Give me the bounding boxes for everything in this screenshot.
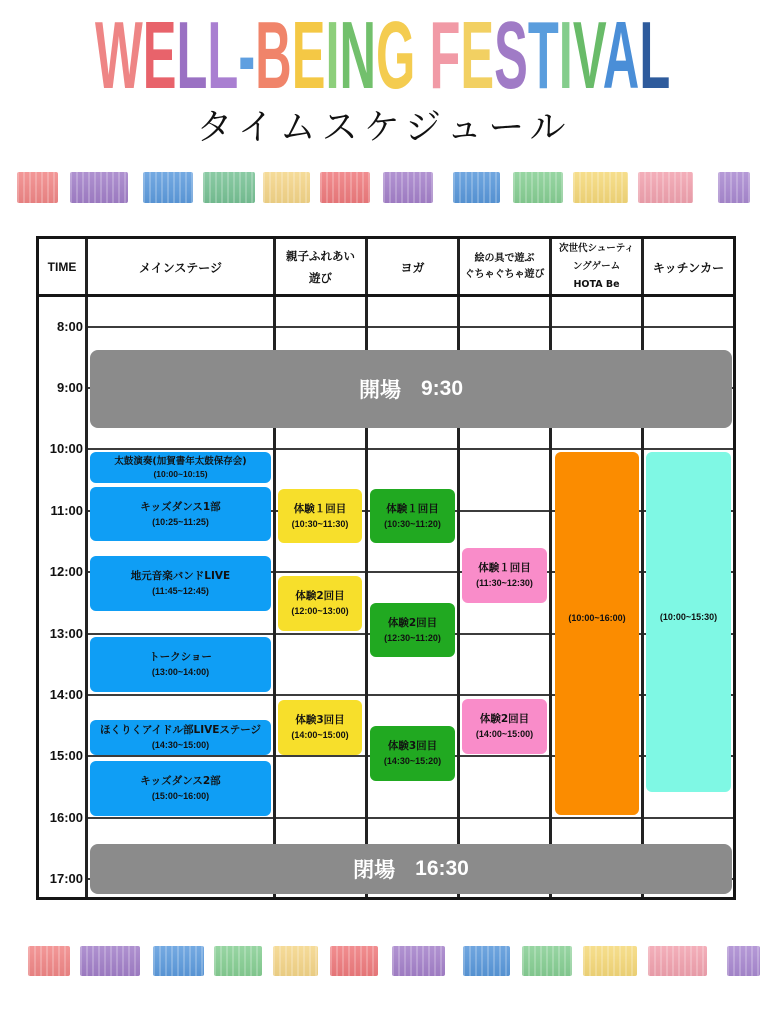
event-time: (14:00~15:00): [475, 729, 534, 739]
event-title: 体験１回目: [478, 562, 531, 574]
event-time: (15:00~16:00): [151, 791, 210, 801]
event-time: (14:30~15:00): [151, 740, 210, 750]
event-time: (10:00~10:15): [153, 469, 208, 479]
title-letter: V: [572, 2, 603, 109]
decor-stripe: [273, 946, 318, 976]
event-time: (10:25~11:25): [152, 516, 209, 527]
event-time: (11:30~12:30): [476, 578, 533, 588]
decor-stripe: [513, 172, 563, 203]
timetable-frame: [36, 236, 736, 900]
title-letter: I: [325, 2, 340, 109]
event-time: (10:30~11:30): [291, 518, 349, 529]
title-letter: L: [207, 2, 239, 109]
decor-stripe: [392, 946, 445, 976]
decor-stripe: [28, 946, 70, 976]
time-label: 11:00: [50, 503, 83, 518]
title-letter: T: [527, 2, 559, 109]
time-label: 8:00: [56, 319, 83, 334]
time-label: 15:00: [49, 748, 83, 763]
time-label: 17:00: [49, 871, 83, 886]
decor-stripe: [17, 172, 58, 203]
decor-stripe: [463, 946, 510, 976]
title-letter: -: [238, 2, 256, 109]
column-header-paint-play: 絵の具で遊ぶ ぐちゃぐちゃ遊び: [464, 253, 545, 280]
decor-stripe: [70, 172, 128, 203]
closing-label: 閉場: [353, 858, 396, 882]
event-title: 体験１回目: [293, 502, 347, 515]
event-time: (14:30~15:20): [383, 756, 442, 766]
event-title: 体験2回目: [387, 616, 438, 629]
decor-stripe: [383, 172, 433, 203]
title-letter: L: [639, 2, 671, 109]
event-time: (11:45~12:45): [152, 586, 209, 596]
event-title: 体験2回目: [295, 590, 345, 602]
title-letter: L: [176, 2, 208, 109]
title-area: [95, 2, 671, 109]
title-letter: N: [339, 2, 377, 109]
title-letter: F: [429, 2, 461, 109]
decor-stripe: [143, 172, 193, 203]
closing-time: 16:30: [415, 857, 469, 880]
event-title: ほくりくアイドル部LIVEステージ: [99, 724, 262, 736]
column-header-kitchen-car: キッチンカー: [652, 260, 725, 275]
decor-stripe: [638, 172, 693, 203]
title-letter: B: [255, 2, 292, 109]
decor-stripe: [153, 946, 204, 976]
column-header-main-stage: メインステージ: [139, 260, 222, 275]
opening-time: 9:30: [420, 377, 464, 400]
event-title: トークショー: [149, 651, 212, 663]
decor-stripe: [727, 946, 760, 976]
title-letter: G: [376, 2, 416, 109]
opening-bar: [90, 350, 732, 428]
event-title: 体験3回目: [387, 740, 438, 752]
column-header-shooting-game: 次世代シューティ ングゲーム HOTA Be: [558, 243, 635, 290]
opening-label: 開場: [358, 378, 401, 402]
title-letter: S: [494, 2, 528, 109]
event-title: 体験3回目: [295, 714, 345, 726]
event-time: (12:30~11:20): [384, 632, 441, 643]
column-header-parent-child-play: 親子ふれあい 遊び: [286, 249, 355, 285]
decor-stripe: [320, 172, 370, 203]
decor-stripe: [522, 946, 572, 976]
decor-stripe: [330, 946, 378, 976]
event-time: (10:00~15:30): [659, 612, 718, 622]
decor-stripe: [573, 172, 628, 203]
title-letter: A: [602, 2, 640, 109]
festival-title: [95, 2, 671, 109]
schedule-subtitle: タイムスケジュール: [196, 107, 572, 148]
title-letter: [415, 2, 429, 109]
event-title: 体験2回目: [479, 713, 530, 725]
event-time: (13:00~14:00): [151, 667, 210, 677]
time-label: 13:00: [49, 626, 83, 641]
time-label: 16:00: [49, 810, 83, 825]
column-header-time: TIME: [47, 260, 77, 274]
event-title: 太鼓演奏(加賀書年太鼓保存会): [114, 456, 247, 467]
decor-stripe: [80, 946, 140, 976]
closing-bar: [90, 844, 732, 894]
title-letter: E: [460, 2, 495, 109]
event-time: (10:00~16:00): [568, 612, 626, 623]
event-time: (14:00~15:00): [291, 730, 349, 740]
decor-stripe: [453, 172, 500, 203]
title-letter: I: [558, 2, 573, 109]
event-title: 体験１回目: [386, 502, 439, 515]
title-letter: W: [95, 2, 143, 109]
decor-stripe: [648, 946, 707, 976]
title-letter: E: [291, 2, 326, 109]
decor-stripe: [583, 946, 637, 976]
event-title: 地元音楽バンドLIVE: [130, 570, 231, 582]
event-title: キッズダンス1部: [140, 500, 221, 513]
time-label: 12:00: [49, 564, 83, 579]
column-header-yoga: ヨガ: [400, 260, 425, 275]
event-time: (12:00~13:00): [291, 606, 349, 616]
time-label: 9:00: [56, 380, 83, 395]
event-title: キッズダンス2部: [140, 775, 221, 787]
decor-stripe: [718, 172, 750, 203]
decor-stripe: [203, 172, 255, 203]
time-label: 14:00: [49, 687, 83, 702]
time-label: 10:00: [49, 441, 83, 456]
decor-stripe: [214, 946, 262, 976]
title-letter: E: [142, 2, 177, 109]
decor-stripe: [263, 172, 310, 203]
event-time: (10:30~11:20): [384, 518, 441, 529]
